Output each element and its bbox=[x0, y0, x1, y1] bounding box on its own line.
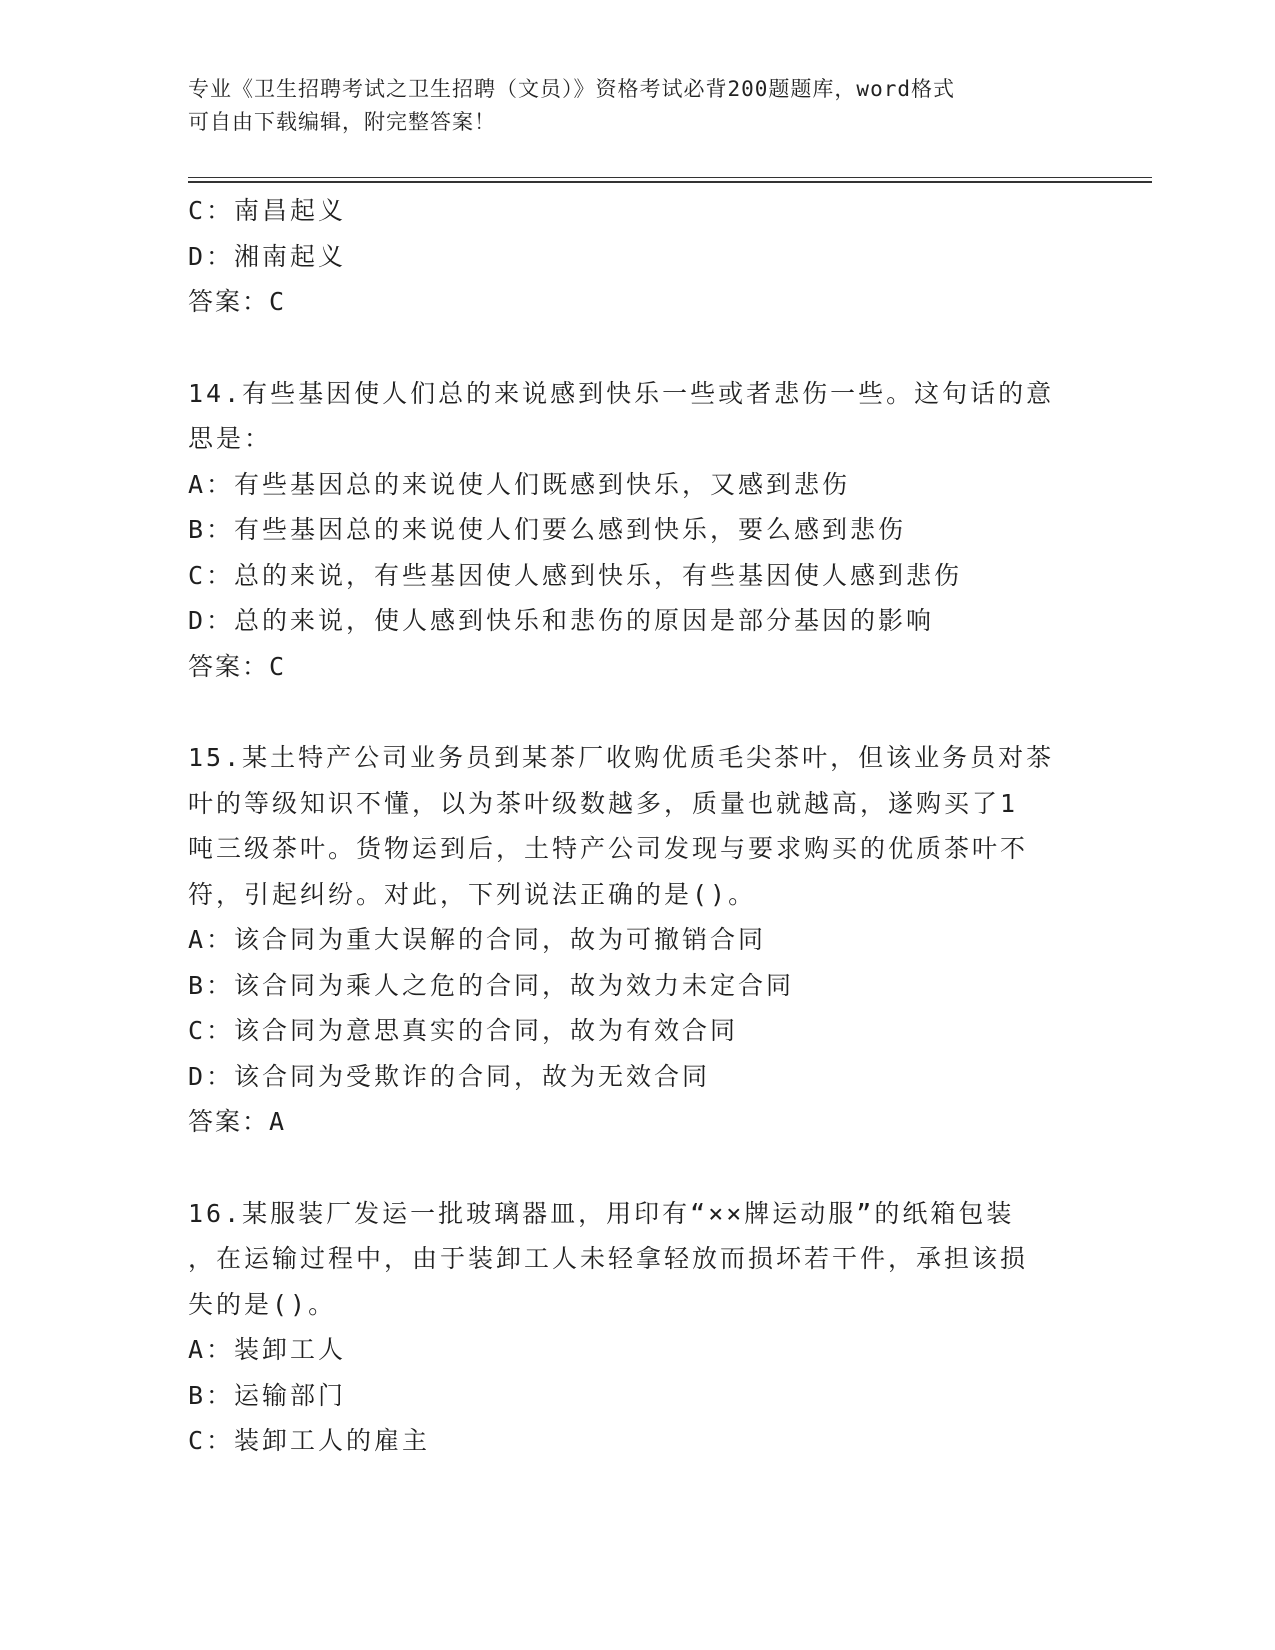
question-14 bbox=[188, 371, 1088, 690]
spacer bbox=[188, 325, 1088, 371]
option-c: C：南昌起义 bbox=[188, 196, 347, 225]
option-a: A：装卸工人 bbox=[188, 1335, 347, 1364]
document-header bbox=[188, 73, 1088, 139]
question-stem-line: 吨三级茶叶。货物运到后，土特产公司发现与要求购买的优质茶叶不 bbox=[188, 834, 1029, 863]
option-d: D：湘南起义 bbox=[188, 241, 347, 271]
option-c: C：总的来说，有些基因使人感到快乐，有些基因使人感到悲伤 bbox=[188, 560, 963, 590]
answer-line: 答案：C bbox=[188, 287, 287, 316]
answer-line: 答案：A bbox=[188, 1107, 287, 1136]
question-stem-line: 叶的等级知识不懂，以为茶叶级数越多，质量也就越高，遂购买了1 bbox=[188, 788, 1019, 818]
question-stem-line: 思是： bbox=[188, 424, 273, 453]
option-b: B：运输部门 bbox=[188, 1380, 347, 1410]
question-stem-line: 失的是()。 bbox=[188, 1289, 337, 1319]
answer-line: 答案：C bbox=[188, 651, 287, 681]
option-d: D：总的来说，使人感到快乐和悲伤的原因是部分基因的影响 bbox=[188, 606, 935, 635]
question-13-tail bbox=[188, 188, 1088, 325]
header-divider-thick bbox=[188, 181, 1152, 183]
header-line-2: 可自由下载编辑，附完整答案！ bbox=[188, 110, 496, 134]
header-divider-thin bbox=[188, 177, 1152, 178]
header-line-1: 专业《卫生招聘考试之卫生招聘（文员）》资格考试必背200题题库，word格式 bbox=[188, 77, 955, 101]
question-stem-line: ，在运输过程中，由于装卸工人未轻拿轻放而损坏若干件，承担该损 bbox=[188, 1244, 1029, 1273]
option-b: B：该合同为乘人之危的合同，故为效力未定合同 bbox=[188, 970, 795, 1000]
option-d: D：该合同为受欺诈的合同，故为无效合同 bbox=[188, 1061, 711, 1091]
spacer bbox=[188, 689, 1088, 735]
question-list bbox=[188, 188, 1088, 1464]
question-15 bbox=[188, 735, 1088, 1145]
option-a: A：该合同为重大误解的合同，故为可撤销合同 bbox=[188, 925, 767, 954]
option-b: B：有些基因总的来说使人们要么感到快乐，要么感到悲伤 bbox=[188, 515, 907, 544]
option-c: C：装卸工人的雇主 bbox=[188, 1426, 431, 1455]
spacer bbox=[188, 1145, 1088, 1191]
question-16 bbox=[188, 1191, 1088, 1464]
question-stem-line: 16.某服装厂发运一批玻璃器皿，用印有“××牌运动服”的纸箱包装 bbox=[188, 1198, 1015, 1228]
option-a: A：有些基因总的来说使人们既感到快乐，又感到悲伤 bbox=[188, 469, 851, 499]
question-stem-line: 15.某土特产公司业务员到某茶厂收购优质毛尖茶叶，但该业务员对茶 bbox=[188, 743, 1055, 772]
question-stem-line: 14.有些基因使人们总的来说感到快乐一些或者悲伤一些。这句话的意 bbox=[188, 378, 1055, 408]
question-stem-line: 符，引起纠纷。对此，下列说法正确的是()。 bbox=[188, 879, 757, 909]
option-c: C：该合同为意思真实的合同，故为有效合同 bbox=[188, 1016, 739, 1045]
